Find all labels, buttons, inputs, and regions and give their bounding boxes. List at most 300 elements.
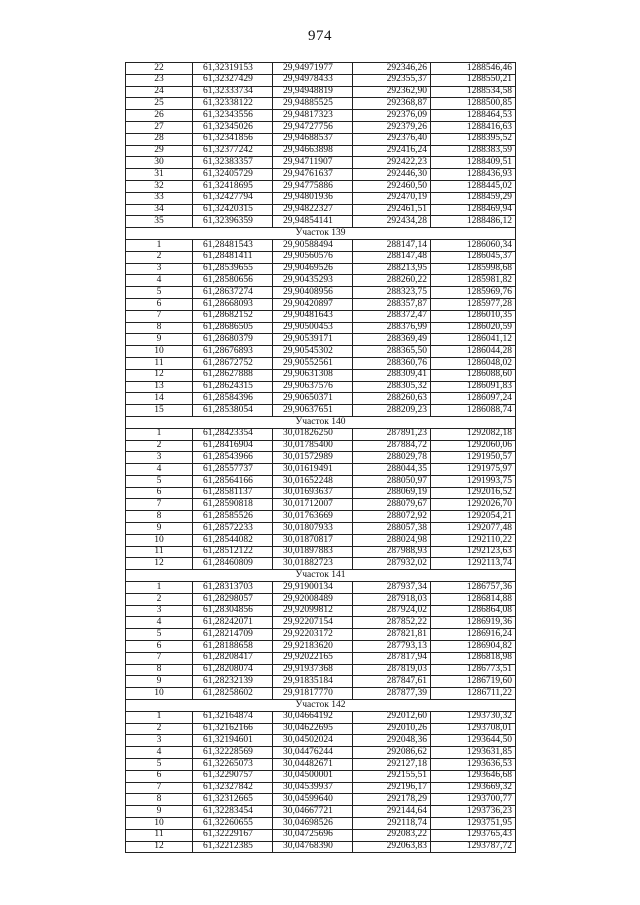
point-number-cell: 24	[126, 86, 193, 98]
longitude-cell: 30,01693637	[273, 487, 353, 499]
x-coordinate-cell: 288147,14	[353, 239, 431, 251]
y-coordinate-cell: 1286088,74	[431, 405, 516, 417]
section-title: Участок 141	[126, 570, 516, 582]
longitude-cell: 30,01712007	[273, 499, 353, 511]
longitude-cell: 29,94801936	[273, 192, 353, 204]
section-header-row	[126, 700, 516, 712]
longitude-cell: 29,90650371	[273, 393, 353, 405]
longitude-cell: 30,01652248	[273, 475, 353, 487]
longitude-cell: 29,91937368	[273, 664, 353, 676]
point-number-cell: 23	[126, 74, 193, 86]
x-coordinate-cell: 287847,61	[353, 676, 431, 688]
y-coordinate-cell: 1293736,23	[431, 806, 516, 818]
table-row	[126, 511, 516, 523]
longitude-cell: 29,94948819	[273, 86, 353, 98]
point-number-cell: 28	[126, 133, 193, 145]
longitude-cell: 29,92099812	[273, 605, 353, 617]
x-coordinate-cell: 288072,92	[353, 511, 431, 523]
table-row	[126, 546, 516, 558]
y-coordinate-cell: 1286773,51	[431, 664, 516, 676]
longitude-cell: 29,94775886	[273, 180, 353, 192]
point-number-cell: 7	[126, 782, 193, 794]
table-row	[126, 605, 516, 617]
longitude-cell: 30,01763669	[273, 511, 353, 523]
x-coordinate-cell: 292376,40	[353, 133, 431, 145]
table-row	[126, 74, 516, 86]
table-row	[126, 558, 516, 570]
y-coordinate-cell: 1293730,32	[431, 711, 516, 723]
longitude-cell: 30,04664192	[273, 711, 353, 723]
x-coordinate-cell: 288260,63	[353, 393, 431, 405]
point-number-cell: 1	[126, 582, 193, 594]
point-number-cell: 31	[126, 169, 193, 181]
x-coordinate-cell: 292012,60	[353, 711, 431, 723]
point-number-cell: 7	[126, 310, 193, 322]
y-coordinate-cell: 1292113,74	[431, 558, 516, 570]
x-coordinate-cell: 288309,41	[353, 369, 431, 381]
longitude-cell: 29,94663898	[273, 145, 353, 157]
table-row	[126, 157, 516, 169]
point-number-cell: 7	[126, 652, 193, 664]
table-row	[126, 145, 516, 157]
y-coordinate-cell: 1293669,32	[431, 782, 516, 794]
point-number-cell: 10	[126, 818, 193, 830]
longitude-cell: 30,01826250	[273, 428, 353, 440]
x-coordinate-cell: 292346,26	[353, 63, 431, 75]
table-row	[126, 298, 516, 310]
point-number-cell: 4	[126, 275, 193, 287]
longitude-cell: 30,04599640	[273, 794, 353, 806]
latitude-cell: 61,32377242	[193, 145, 273, 157]
x-coordinate-cell: 288213,95	[353, 263, 431, 275]
y-coordinate-cell: 1286010,35	[431, 310, 516, 322]
longitude-cell: 30,04698526	[273, 818, 353, 830]
coordinates-table	[125, 62, 516, 853]
table-row	[126, 369, 516, 381]
y-coordinate-cell: 1292077,48	[431, 523, 516, 535]
y-coordinate-cell: 1286020,59	[431, 322, 516, 334]
latitude-cell: 61,32260655	[193, 818, 273, 830]
table-row	[126, 63, 516, 75]
x-coordinate-cell: 288360,76	[353, 357, 431, 369]
table-row	[126, 829, 516, 841]
table-row	[126, 464, 516, 476]
latitude-cell: 61,28668093	[193, 298, 273, 310]
latitude-cell: 61,28423354	[193, 428, 273, 440]
point-number-cell: 11	[126, 546, 193, 558]
longitude-cell: 29,90420897	[273, 298, 353, 310]
y-coordinate-cell: 1293636,53	[431, 759, 516, 771]
latitude-cell: 61,32338122	[193, 98, 273, 110]
latitude-cell: 61,28672752	[193, 357, 273, 369]
y-coordinate-cell: 1286097,24	[431, 393, 516, 405]
point-number-cell: 5	[126, 287, 193, 299]
point-number-cell: 8	[126, 664, 193, 676]
table-row	[126, 641, 516, 653]
point-number-cell: 2	[126, 251, 193, 263]
table-row	[126, 629, 516, 641]
longitude-cell: 29,90545302	[273, 346, 353, 358]
point-number-cell: 6	[126, 641, 193, 653]
y-coordinate-cell: 1286048,02	[431, 357, 516, 369]
table-row	[126, 287, 516, 299]
point-number-cell: 12	[126, 369, 193, 381]
section-title: Участок 140	[126, 416, 516, 428]
y-coordinate-cell: 1293646,68	[431, 770, 516, 782]
table-row	[126, 440, 516, 452]
table-row	[126, 499, 516, 511]
point-number-cell: 5	[126, 475, 193, 487]
longitude-cell: 29,90552561	[273, 357, 353, 369]
table-row	[126, 582, 516, 594]
point-number-cell: 27	[126, 121, 193, 133]
latitude-cell: 61,28564166	[193, 475, 273, 487]
longitude-cell: 30,01619491	[273, 464, 353, 476]
point-number-cell: 4	[126, 617, 193, 629]
x-coordinate-cell: 287819,03	[353, 664, 431, 676]
latitude-cell: 61,28637274	[193, 287, 273, 299]
table-row	[126, 334, 516, 346]
latitude-cell: 61,32212385	[193, 841, 273, 853]
x-coordinate-cell: 292048,36	[353, 735, 431, 747]
latitude-cell: 61,28624315	[193, 381, 273, 393]
x-coordinate-cell: 288357,87	[353, 298, 431, 310]
table-row	[126, 121, 516, 133]
y-coordinate-cell: 1286088,60	[431, 369, 516, 381]
x-coordinate-cell: 292416,24	[353, 145, 431, 157]
y-coordinate-cell: 1286904,82	[431, 641, 516, 653]
x-coordinate-cell: 287852,22	[353, 617, 431, 629]
longitude-cell: 29,90637651	[273, 405, 353, 417]
latitude-cell: 61,28538054	[193, 405, 273, 417]
table-row	[126, 475, 516, 487]
table-row	[126, 169, 516, 181]
table-row	[126, 735, 516, 747]
longitude-cell: 29,94822327	[273, 204, 353, 216]
longitude-cell: 30,04502024	[273, 735, 353, 747]
latitude-cell: 61,28208074	[193, 664, 273, 676]
y-coordinate-cell: 1288436,93	[431, 169, 516, 181]
table-row	[126, 688, 516, 700]
table-row	[126, 204, 516, 216]
point-number-cell: 8	[126, 511, 193, 523]
table-row	[126, 676, 516, 688]
latitude-cell: 61,32319153	[193, 63, 273, 75]
latitude-cell: 61,28313703	[193, 582, 273, 594]
latitude-cell: 61,28460809	[193, 558, 273, 570]
table-row	[126, 770, 516, 782]
table-row	[126, 523, 516, 535]
longitude-cell: 29,90588494	[273, 239, 353, 251]
latitude-cell: 61,32383357	[193, 157, 273, 169]
longitude-cell: 30,04476244	[273, 747, 353, 759]
point-number-cell: 3	[126, 605, 193, 617]
longitude-cell: 29,90408956	[273, 287, 353, 299]
y-coordinate-cell: 1286919,36	[431, 617, 516, 629]
y-coordinate-cell: 1292082,18	[431, 428, 516, 440]
longitude-cell: 29,94817323	[273, 110, 353, 122]
table-row	[126, 723, 516, 735]
page-number: 974	[308, 28, 332, 44]
point-number-cell: 2	[126, 440, 193, 452]
x-coordinate-cell: 288069,19	[353, 487, 431, 499]
table-row	[126, 393, 516, 405]
latitude-cell: 61,28584396	[193, 393, 273, 405]
x-coordinate-cell: 292086,62	[353, 747, 431, 759]
x-coordinate-cell: 287877,39	[353, 688, 431, 700]
x-coordinate-cell: 287891,23	[353, 428, 431, 440]
longitude-cell: 29,94711907	[273, 157, 353, 169]
latitude-cell: 61,28208417	[193, 652, 273, 664]
section-title: Участок 139	[126, 228, 516, 240]
point-number-cell: 1	[126, 239, 193, 251]
longitude-cell: 30,01882723	[273, 558, 353, 570]
table-row	[126, 133, 516, 145]
y-coordinate-cell: 1292110,22	[431, 534, 516, 546]
longitude-cell: 29,90469526	[273, 263, 353, 275]
latitude-cell: 61,32229167	[193, 829, 273, 841]
y-coordinate-cell: 1292026,70	[431, 499, 516, 511]
point-number-cell: 1	[126, 711, 193, 723]
y-coordinate-cell: 1286091,83	[431, 381, 516, 393]
longitude-cell: 29,92008489	[273, 593, 353, 605]
latitude-cell: 61,32327429	[193, 74, 273, 86]
longitude-cell: 29,90637576	[273, 381, 353, 393]
x-coordinate-cell: 288372,47	[353, 310, 431, 322]
latitude-cell: 61,32265073	[193, 759, 273, 771]
x-coordinate-cell: 292379,26	[353, 121, 431, 133]
latitude-cell: 61,32162166	[193, 723, 273, 735]
y-coordinate-cell: 1286041,12	[431, 334, 516, 346]
x-coordinate-cell: 292446,30	[353, 169, 431, 181]
table-row	[126, 322, 516, 334]
point-number-cell: 4	[126, 747, 193, 759]
x-coordinate-cell: 292063,83	[353, 841, 431, 853]
y-coordinate-cell: 1285981,82	[431, 275, 516, 287]
latitude-cell: 61,28539655	[193, 263, 273, 275]
table-row	[126, 747, 516, 759]
y-coordinate-cell: 1292060,06	[431, 440, 516, 452]
section-header-row	[126, 570, 516, 582]
point-number-cell: 10	[126, 688, 193, 700]
latitude-cell: 61,32396359	[193, 216, 273, 228]
point-number-cell: 6	[126, 487, 193, 499]
table-row	[126, 310, 516, 322]
longitude-cell: 29,90560576	[273, 251, 353, 263]
y-coordinate-cell: 1286864,08	[431, 605, 516, 617]
table-row	[126, 405, 516, 417]
latitude-cell: 61,28680379	[193, 334, 273, 346]
y-coordinate-cell: 1286719,60	[431, 676, 516, 688]
section-header-row	[126, 228, 516, 240]
latitude-cell: 61,28481543	[193, 239, 273, 251]
latitude-cell: 61,28543966	[193, 452, 273, 464]
point-number-cell: 33	[126, 192, 193, 204]
latitude-cell: 61,28572233	[193, 523, 273, 535]
x-coordinate-cell: 292178,29	[353, 794, 431, 806]
point-number-cell: 2	[126, 593, 193, 605]
table-row	[126, 711, 516, 723]
table-row	[126, 239, 516, 251]
point-number-cell: 2	[126, 723, 193, 735]
point-number-cell: 12	[126, 558, 193, 570]
latitude-cell: 61,28585526	[193, 511, 273, 523]
latitude-cell: 61,32405729	[193, 169, 273, 181]
x-coordinate-cell: 292434,28	[353, 216, 431, 228]
table-row	[126, 86, 516, 98]
x-coordinate-cell: 292010,26	[353, 723, 431, 735]
latitude-cell: 61,28590818	[193, 499, 273, 511]
x-coordinate-cell: 292460,50	[353, 180, 431, 192]
latitude-cell: 61,28512122	[193, 546, 273, 558]
x-coordinate-cell: 287924,02	[353, 605, 431, 617]
x-coordinate-cell: 292461,51	[353, 204, 431, 216]
longitude-cell: 29,94971977	[273, 63, 353, 75]
y-coordinate-cell: 1293751,95	[431, 818, 516, 830]
longitude-cell: 30,04667721	[273, 806, 353, 818]
latitude-cell: 61,28298057	[193, 593, 273, 605]
latitude-cell: 61,32420315	[193, 204, 273, 216]
point-number-cell: 5	[126, 759, 193, 771]
x-coordinate-cell: 287918,03	[353, 593, 431, 605]
y-coordinate-cell: 1285977,28	[431, 298, 516, 310]
longitude-cell: 29,92183620	[273, 641, 353, 653]
x-coordinate-cell: 287937,34	[353, 582, 431, 594]
table-row	[126, 346, 516, 358]
longitude-cell: 29,90539171	[273, 334, 353, 346]
point-number-cell: 9	[126, 676, 193, 688]
x-coordinate-cell: 288024,98	[353, 534, 431, 546]
table-row	[126, 251, 516, 263]
latitude-cell: 61,28188658	[193, 641, 273, 653]
longitude-cell: 29,91835184	[273, 676, 353, 688]
x-coordinate-cell: 288079,67	[353, 499, 431, 511]
x-coordinate-cell: 287932,02	[353, 558, 431, 570]
latitude-cell: 61,28416904	[193, 440, 273, 452]
longitude-cell: 29,94854141	[273, 216, 353, 228]
latitude-cell: 61,32194601	[193, 735, 273, 747]
table-row	[126, 381, 516, 393]
point-number-cell: 29	[126, 145, 193, 157]
x-coordinate-cell: 287884,72	[353, 440, 431, 452]
y-coordinate-cell: 1292123,63	[431, 546, 516, 558]
y-coordinate-cell: 1293787,72	[431, 841, 516, 853]
longitude-cell: 29,90631308	[273, 369, 353, 381]
table-row	[126, 110, 516, 122]
table-row	[126, 617, 516, 629]
y-coordinate-cell: 1288459,29	[431, 192, 516, 204]
longitude-cell: 29,91900134	[273, 582, 353, 594]
longitude-cell: 29,94761637	[273, 169, 353, 181]
x-coordinate-cell: 288050,97	[353, 475, 431, 487]
y-coordinate-cell: 1292054,21	[431, 511, 516, 523]
coordinates-table-body	[126, 63, 516, 853]
table-row	[126, 652, 516, 664]
x-coordinate-cell: 292196,17	[353, 782, 431, 794]
x-coordinate-cell: 287821,81	[353, 629, 431, 641]
y-coordinate-cell: 1288500,85	[431, 98, 516, 110]
latitude-cell: 61,28627888	[193, 369, 273, 381]
longitude-cell: 30,04539937	[273, 782, 353, 794]
point-number-cell: 26	[126, 110, 193, 122]
y-coordinate-cell: 1286060,34	[431, 239, 516, 251]
x-coordinate-cell: 288147,48	[353, 251, 431, 263]
latitude-cell: 61,28242071	[193, 617, 273, 629]
point-number-cell: 15	[126, 405, 193, 417]
point-number-cell: 3	[126, 735, 193, 747]
x-coordinate-cell: 287817,94	[353, 652, 431, 664]
longitude-cell: 29,92203172	[273, 629, 353, 641]
longitude-cell: 29,92207154	[273, 617, 353, 629]
y-coordinate-cell: 1293765,43	[431, 829, 516, 841]
longitude-cell: 30,01807933	[273, 523, 353, 535]
x-coordinate-cell: 288057,38	[353, 523, 431, 535]
point-number-cell: 11	[126, 829, 193, 841]
y-coordinate-cell: 1286711,22	[431, 688, 516, 700]
point-number-cell: 10	[126, 346, 193, 358]
point-number-cell: 3	[126, 263, 193, 275]
x-coordinate-cell: 292118,74	[353, 818, 431, 830]
x-coordinate-cell: 288376,99	[353, 322, 431, 334]
x-coordinate-cell: 288365,50	[353, 346, 431, 358]
table-row	[126, 98, 516, 110]
x-coordinate-cell: 292362,90	[353, 86, 431, 98]
y-coordinate-cell: 1288469,94	[431, 204, 516, 216]
longitude-cell: 30,04768390	[273, 841, 353, 853]
latitude-cell: 61,28676893	[193, 346, 273, 358]
x-coordinate-cell: 288044,35	[353, 464, 431, 476]
x-coordinate-cell: 288305,32	[353, 381, 431, 393]
point-number-cell: 11	[126, 357, 193, 369]
x-coordinate-cell: 287988,93	[353, 546, 431, 558]
latitude-cell: 61,32312665	[193, 794, 273, 806]
latitude-cell: 61,28214709	[193, 629, 273, 641]
point-number-cell: 7	[126, 499, 193, 511]
x-coordinate-cell: 288260,22	[353, 275, 431, 287]
latitude-cell: 61,28682152	[193, 310, 273, 322]
point-number-cell: 32	[126, 180, 193, 192]
point-number-cell: 8	[126, 794, 193, 806]
point-number-cell: 3	[126, 452, 193, 464]
point-number-cell: 35	[126, 216, 193, 228]
table-row	[126, 180, 516, 192]
x-coordinate-cell: 292083,22	[353, 829, 431, 841]
table-row	[126, 806, 516, 818]
longitude-cell: 29,92022165	[273, 652, 353, 664]
table-row	[126, 534, 516, 546]
latitude-cell: 61,28481411	[193, 251, 273, 263]
table-row	[126, 593, 516, 605]
latitude-cell: 61,28580656	[193, 275, 273, 287]
table-row	[126, 759, 516, 771]
point-number-cell: 34	[126, 204, 193, 216]
table-row	[126, 275, 516, 287]
longitude-cell: 30,01785400	[273, 440, 353, 452]
y-coordinate-cell: 1288409,51	[431, 157, 516, 169]
y-coordinate-cell: 1286814,88	[431, 593, 516, 605]
point-number-cell: 5	[126, 629, 193, 641]
x-coordinate-cell: 292155,51	[353, 770, 431, 782]
y-coordinate-cell: 1293644,50	[431, 735, 516, 747]
x-coordinate-cell: 292470,19	[353, 192, 431, 204]
latitude-cell: 61,32333734	[193, 86, 273, 98]
table-row	[126, 428, 516, 440]
table-row	[126, 794, 516, 806]
latitude-cell: 61,32343556	[193, 110, 273, 122]
longitude-cell: 29,91817770	[273, 688, 353, 700]
table-row	[126, 263, 516, 275]
section-title: Участок 142	[126, 700, 516, 712]
